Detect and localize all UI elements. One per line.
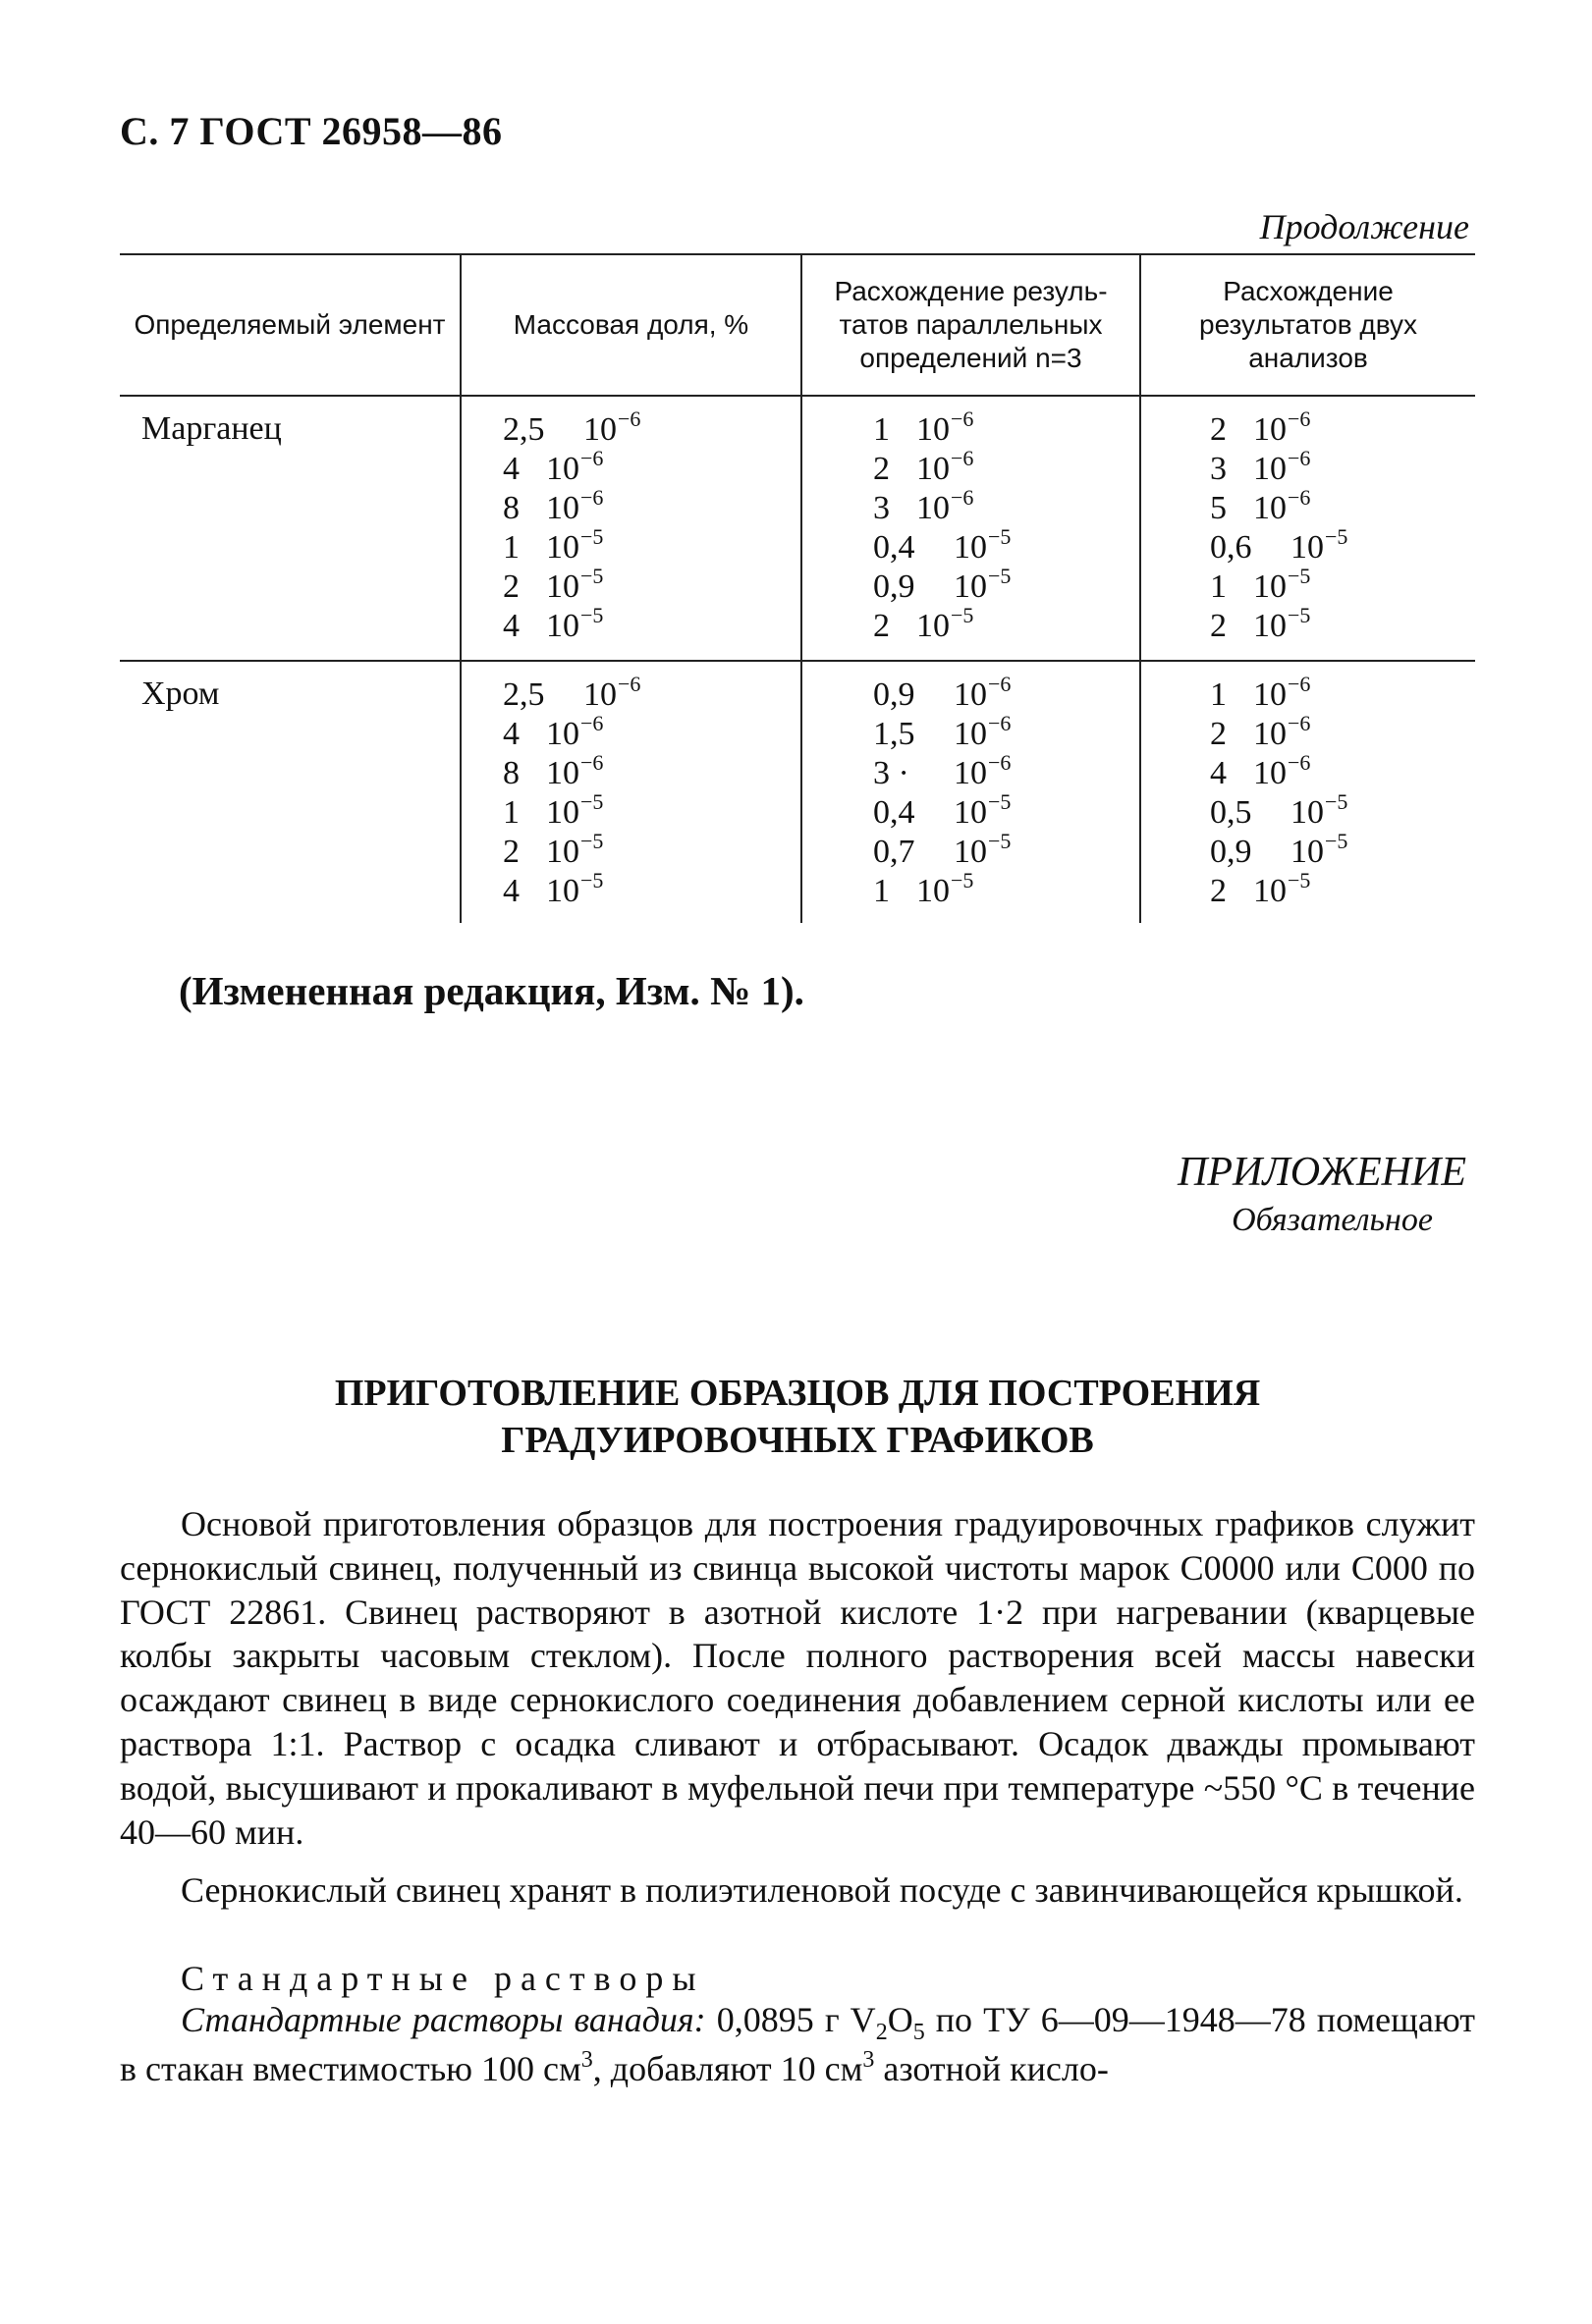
two-analyses-cell (1140, 396, 1475, 661)
mantissa: 2 (503, 568, 520, 605)
mantissa: 2,5 (503, 676, 545, 713)
mantissa: 3 (1210, 451, 1227, 487)
parallel-cell (801, 661, 1140, 923)
p3-text-2: O (887, 2000, 913, 2039)
exponent: −5 (1288, 868, 1311, 892)
base: 10 (546, 490, 579, 526)
p3-sub-1: 2 (875, 2020, 888, 2045)
exponent: −6 (951, 406, 974, 431)
table-row (120, 396, 1475, 661)
header-two-analyses: Расхождение результатов двух анализов (1140, 254, 1475, 396)
exponent: −5 (1325, 789, 1348, 814)
base: 10 (916, 411, 950, 448)
base: 10 (1253, 490, 1287, 526)
exponent: −5 (988, 829, 1012, 853)
paragraph-3-lead: Стандартные растворы ванадия: (181, 2000, 706, 2039)
p3-text-1: 0,0895 г V (705, 2000, 876, 2039)
section-title-line-1: ПРИГОТОВЛЕНИЕ ОБРАЗЦОВ ДЛЯ ПОСТРОЕНИЯ (334, 1373, 1261, 1414)
mantissa: 0,7 (873, 834, 915, 870)
value-line (1141, 711, 1475, 754)
value-line (1141, 672, 1475, 715)
p3-sup-2: 3 (862, 2046, 875, 2073)
base: 10 (1253, 873, 1287, 909)
appendix-status: Обязательное (1232, 1202, 1433, 1238)
value-line (1141, 789, 1475, 833)
mantissa: 1 (873, 411, 890, 448)
mantissa: 8 (503, 490, 520, 526)
continuation-label: Продолжение (1259, 207, 1469, 246)
two-analyses-cell (1140, 661, 1475, 923)
mantissa: 2 (1210, 716, 1227, 752)
paragraph-1: Основой приготовления образцов для построения градуировочных графиков служит сернокислый свинец, полученный из свинца высокой чистоты марок С0000 или С000 по ГОСТ 22861. Свинец растворяют в азотной кислоте 1·2 при нагревании (кварцевые колбы закрыты часовым стеклом). После полного растворения всей массы навески осаждают свинец в виде сернокислого соединения добавлением серной кислоты или ее раствора 1:1. Раствор с осадка сливают и отбрасывают. Осадок дважды промывают водой, высушивают и прокаливают в муфельной печи при температуре ~550 °С в течение 40—60 мин. (120, 1504, 1475, 1852)
value-line (462, 406, 800, 450)
value-line (802, 789, 1139, 833)
exponent: −6 (618, 672, 641, 696)
exponent: −6 (951, 446, 974, 470)
header-mass-fraction: Массовая доля, % (461, 254, 801, 396)
mantissa: 2 (873, 608, 890, 644)
mantissa: 2 (1210, 608, 1227, 644)
mantissa: 2 (1210, 873, 1227, 909)
mantissa: 1,5 (873, 716, 915, 752)
base: 10 (546, 873, 579, 909)
base: 10 (546, 451, 579, 487)
mantissa: 4 (503, 451, 520, 487)
base: 10 (954, 755, 987, 791)
value-line (802, 446, 1139, 489)
value-line (462, 868, 800, 911)
mantissa: 0,9 (873, 568, 915, 605)
value-line (802, 603, 1139, 646)
base: 10 (546, 608, 579, 644)
base: 10 (1253, 676, 1287, 713)
mantissa: 1 (503, 529, 520, 566)
base: 10 (1253, 716, 1287, 752)
exponent: −6 (951, 485, 974, 510)
exponent: −5 (1288, 564, 1311, 588)
exponent: −6 (1288, 711, 1311, 735)
base: 10 (954, 529, 987, 566)
base: 10 (1253, 608, 1287, 644)
value-line (1141, 829, 1475, 872)
p3-text-5: азотной кисло- (874, 2048, 1109, 2088)
base: 10 (546, 794, 579, 831)
tolerance-table (120, 253, 1475, 923)
base: 10 (916, 451, 950, 487)
value-line (802, 524, 1139, 567)
base: 10 (916, 608, 950, 644)
value-line (802, 868, 1139, 911)
base: 10 (1290, 529, 1324, 566)
exponent: −6 (1288, 406, 1311, 431)
exponent: −5 (580, 564, 604, 588)
mass-fraction-cell (461, 396, 801, 661)
mantissa: 1 (503, 794, 520, 831)
value-line (1141, 446, 1475, 489)
exponent: −6 (580, 446, 604, 470)
exponent: −6 (580, 711, 604, 735)
exponent: −6 (988, 711, 1012, 735)
mantissa: 4 (503, 716, 520, 752)
base: 10 (954, 794, 987, 831)
parallel-cell (801, 396, 1140, 661)
p3-sub-2: 5 (912, 2020, 925, 2045)
mantissa: 2,5 (503, 411, 545, 448)
base: 10 (583, 411, 617, 448)
exponent: −6 (1288, 446, 1311, 470)
mantissa: 4 (503, 873, 520, 909)
mantissa: 0,4 (873, 794, 915, 831)
base: 10 (546, 529, 579, 566)
value-line (462, 564, 800, 607)
base: 10 (916, 873, 950, 909)
base: 10 (546, 755, 579, 791)
p3-text-3: по ТУ 6—09—1948—78 помещают в стакан вместимостью 100 см (120, 2000, 1475, 2088)
paragraph-2: Сернокислый свинец хранят в полиэтиленовой посуде с завинчивающейся крышкой. (181, 1870, 1463, 1910)
value-line (1141, 750, 1475, 793)
value-line (802, 672, 1139, 715)
value-line (802, 829, 1139, 872)
exponent: −5 (988, 564, 1012, 588)
value-line (462, 524, 800, 567)
element-name: Марганец (120, 396, 461, 661)
subheading: Стандартные растворы (181, 1959, 705, 1998)
value-line (1141, 564, 1475, 607)
exponent: −6 (988, 672, 1012, 696)
appendix-label: ПРИЛОЖЕНИЕ (1178, 1150, 1466, 1195)
mantissa: 3 (873, 490, 890, 526)
mantissa: 2 (873, 451, 890, 487)
exponent: −5 (1288, 603, 1311, 627)
value-line (462, 485, 800, 528)
value-line (462, 829, 800, 872)
base: 10 (954, 568, 987, 605)
base: 10 (1253, 451, 1287, 487)
exponent: −6 (1288, 485, 1311, 510)
section-title-line-2: ГРАДУИРОВОЧНЫХ ГРАФИКОВ (501, 1420, 1094, 1461)
mantissa: 3 · (873, 755, 909, 791)
exponent: −5 (580, 868, 604, 892)
mantissa: 4 (503, 608, 520, 644)
mantissa: 1 (873, 873, 890, 909)
exponent: −5 (1325, 829, 1348, 853)
value-line (802, 564, 1139, 607)
exponent: −5 (951, 603, 974, 627)
page-header: С. 7 ГОСТ 26958—86 (120, 109, 503, 153)
value-line (1141, 524, 1475, 567)
mantissa: 5 (1210, 490, 1227, 526)
exponent: −6 (1288, 672, 1311, 696)
value-line (462, 446, 800, 489)
mantissa: 1 (1210, 676, 1227, 713)
exponent: −5 (951, 868, 974, 892)
value-line (462, 789, 800, 833)
exponent: −5 (580, 603, 604, 627)
mantissa: 0,9 (873, 676, 915, 713)
value-line (1141, 603, 1475, 646)
base: 10 (954, 834, 987, 870)
base: 10 (1290, 794, 1324, 831)
base: 10 (583, 676, 617, 713)
exponent: −5 (988, 789, 1012, 814)
mantissa: 4 (1210, 755, 1227, 791)
value-line (462, 603, 800, 646)
mantissa: 0,5 (1210, 794, 1252, 831)
p3-sup-1: 3 (580, 2046, 593, 2073)
exponent: −5 (580, 789, 604, 814)
value-line (802, 406, 1139, 450)
value-line (802, 750, 1139, 793)
mantissa: 8 (503, 755, 520, 791)
exponent: −5 (580, 829, 604, 853)
value-line (1141, 485, 1475, 528)
paragraph-3 (120, 1998, 1475, 2096)
base: 10 (1253, 411, 1287, 448)
header-element: Определяемый элемент (120, 254, 461, 396)
exponent: −5 (988, 524, 1012, 549)
mass-fraction-cell (461, 661, 801, 923)
mantissa: 2 (503, 834, 520, 870)
base: 10 (546, 568, 579, 605)
value-line (462, 711, 800, 754)
base: 10 (1253, 755, 1287, 791)
base: 10 (916, 490, 950, 526)
mantissa: 0,6 (1210, 529, 1252, 566)
base: 10 (954, 716, 987, 752)
value-line (802, 711, 1139, 754)
value-line (802, 485, 1139, 528)
edition-note: (Измененная редакция, Изм. № 1). (179, 968, 804, 1013)
exponent: −5 (580, 524, 604, 549)
mantissa: 1 (1210, 568, 1227, 605)
header-parallel: Расхождение резуль-татов параллельных определений n=3 (801, 254, 1140, 396)
value-line (462, 750, 800, 793)
base: 10 (546, 716, 579, 752)
exponent: −6 (580, 750, 604, 775)
table-row (120, 661, 1475, 923)
exponent: −6 (988, 750, 1012, 775)
element-name: Хром (141, 676, 220, 712)
mantissa: 0,4 (873, 529, 915, 566)
value-line (1141, 406, 1475, 450)
exponent: −6 (618, 406, 641, 431)
base: 10 (1290, 834, 1324, 870)
base: 10 (954, 676, 987, 713)
value-line (1141, 868, 1475, 911)
exponent: −6 (1288, 750, 1311, 775)
value-line (462, 672, 800, 715)
section-title (120, 1370, 1475, 1464)
base: 10 (1253, 568, 1287, 605)
exponent: −6 (580, 485, 604, 510)
mantissa: 0,9 (1210, 834, 1252, 870)
exponent: −5 (1325, 524, 1348, 549)
base: 10 (546, 834, 579, 870)
mantissa: 2 (1210, 411, 1227, 448)
p3-text-4: , добавляют 10 см (592, 2048, 863, 2088)
